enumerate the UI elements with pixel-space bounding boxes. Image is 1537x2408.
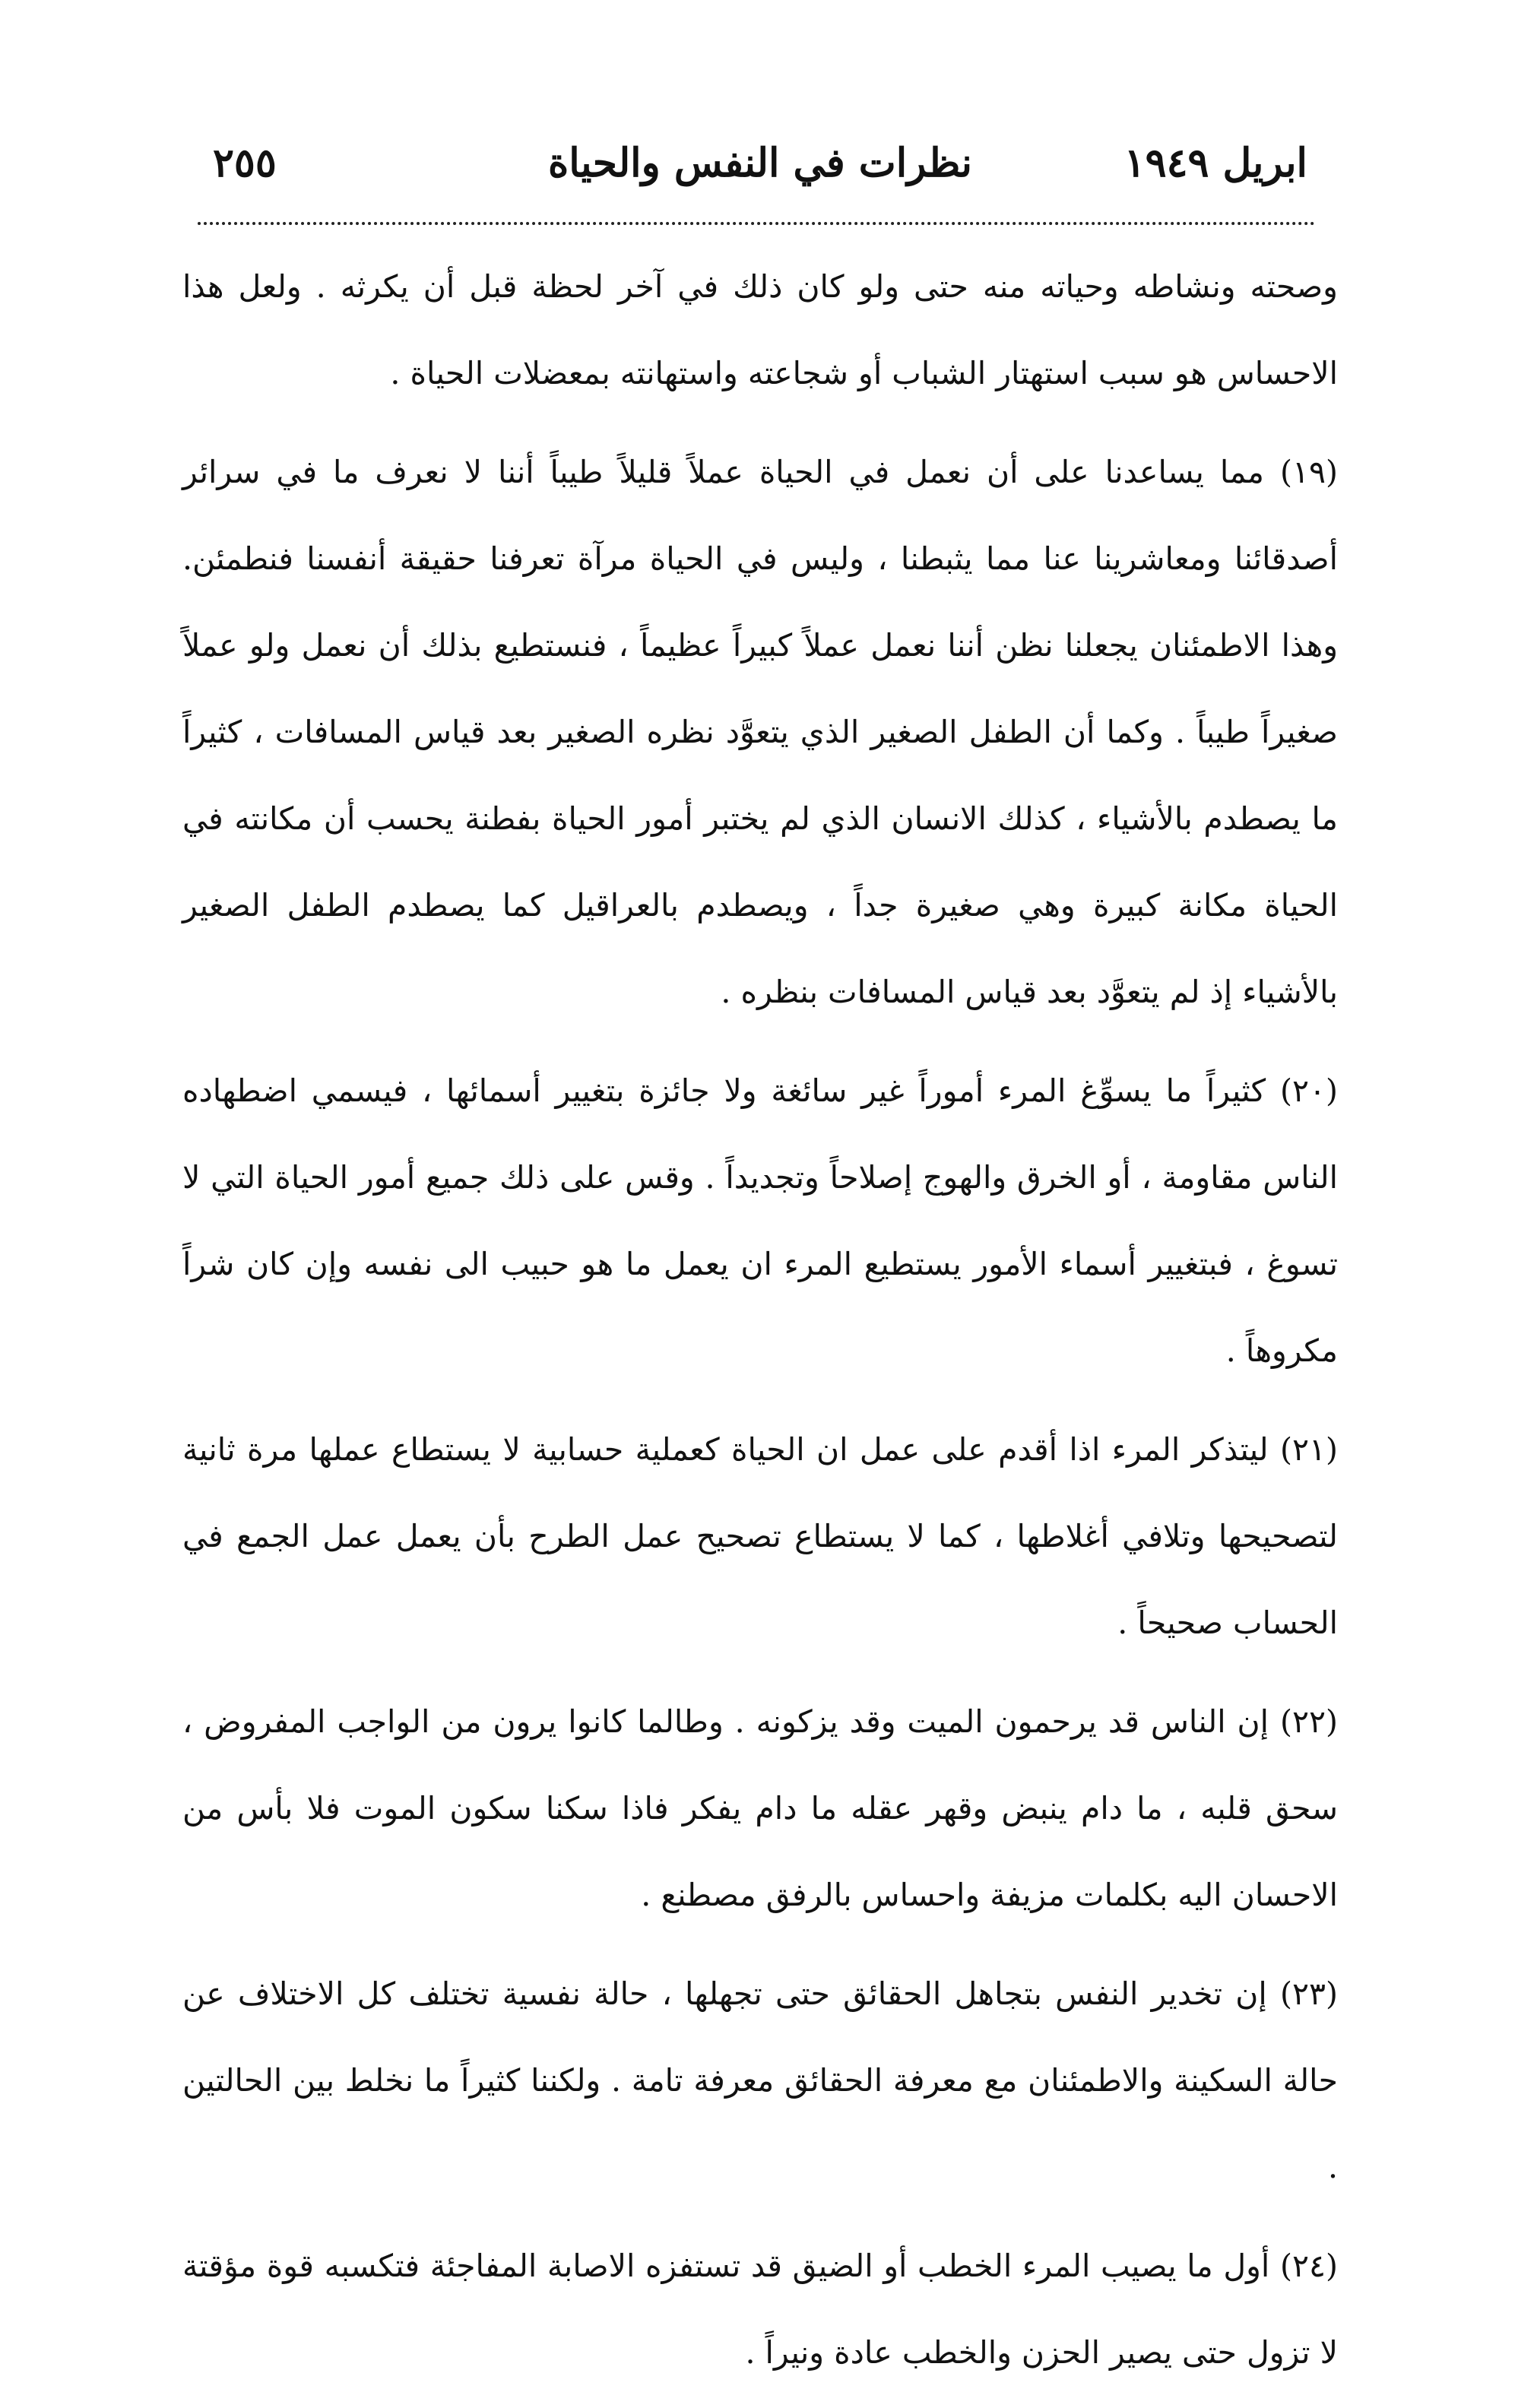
header-title: نظرات في النفس والحياة bbox=[547, 140, 973, 186]
page-number: ٢٥٥ bbox=[213, 140, 277, 186]
body-text bbox=[182, 243, 1338, 2408]
header-date: ابريل ١٩٤٩ bbox=[1123, 140, 1307, 186]
header-divider bbox=[198, 222, 1315, 225]
paragraph-21: (٢١) ليتذكر المرء اذا أقدم على عمل ان الحياة كعملية حسابية لا يستطاع عملها مرة ثانية لتصحيحها وتلافي أغلاطها ، كما لا يستطاع تصحيح عمل الطرح بأن يعمل عمل الجمع في الحساب صحيحاً . bbox=[182, 1431, 1338, 1641]
paragraph-23: (٢٣) إن تخدير النفس بتجاهل الحقائق حتى تجهلها ، حالة نفسية تختلف كل الاختلاف عن حالة السكينة والاطمئنان مع معرفة الحقائق معرفة تامة . ولكننا كثيراً ما نخلط بين الحالتين . bbox=[182, 1976, 1338, 2185]
paragraph-24: (٢٤) أول ما يصيب المرء الخطب أو الضيق قد تستفزه الاصابة المفاجئة فتكسبه قوة مؤقتة لا تزول حتى يصير الحزن والخطب عادة ونيراً . bbox=[182, 2248, 1338, 2371]
paragraph-continuation: وصحته ونشاطه وحياته منه حتى ولو كان ذلك في آخر لحظة قبل أن يكرثه . ولعل هذا الاحساس هو سبب استهتار الشباب أو شجاعته واستهانته بمعضلات الحياة . bbox=[182, 268, 1338, 391]
paragraph-20: (٢٠) كثيراً ما يسوِّغ المرء أموراً غير سائغة ولا جائزة بتغيير أسمائها ، فيسمي اضطهاده الناس مقاومة ، أو الخرق والهوج إصلاحاً وتجديداً . وقس على ذلك جميع أمور الحياة التي لا تسوغ ، فبتغيير أسماء الأمور يستطيع المرء ان يعمل ما هو حبيب الى نفسه وإن كان شراً مكروهاً . bbox=[182, 1073, 1338, 1369]
running-header bbox=[213, 133, 1307, 194]
paragraph-22: (٢٢) إن الناس قد يرحمون الميت وقد يزكونه . وطالما كانوا يرون من الواجب المفروض ، سحق قلبه ، ما دام ينبض وقهر عقله ما دام يفكر فاذا سكنا سكون الموت فلا بأس من الاحسان اليه بكلمات مزيفة واحساس بالرفق مصطنع . bbox=[182, 1703, 1338, 1913]
paragraph-19: (١٩) مما يساعدنا على أن نعمل في الحياة عملاً قليلاً طيباً أننا لا نعرف ما في سرائر أصدقائنا ومعاشرينا عنا مما يثبطنا ، وليس في الحياة مرآة تعرفنا حقيقة أنفسنا فنطمئن. وهذا الاطمئنان يجعلنا نظن أننا نعمل عملاً كبيراً عظيماً ، فنستطيع بذلك أن نعمل ولو عملاً صغيراً طيباً . وكما أن الطفل الصغير الذي يتعوَّد نظره الصغير بعد قياس المسافات ، كثيراً ما يصطدم بالأشياء ، كذلك الانسان الذي لم يختبر أمور الحياة بفطنة يحسب أن مكانته في الحياة مكانة كبيرة وهي صغيرة جداً ، ويصطدم بالعراقيل كما يصطدم الطفل الصغير بالأشياء إذ لم يتعوَّد بعد قياس المسافات بنظره . bbox=[182, 454, 1338, 1010]
